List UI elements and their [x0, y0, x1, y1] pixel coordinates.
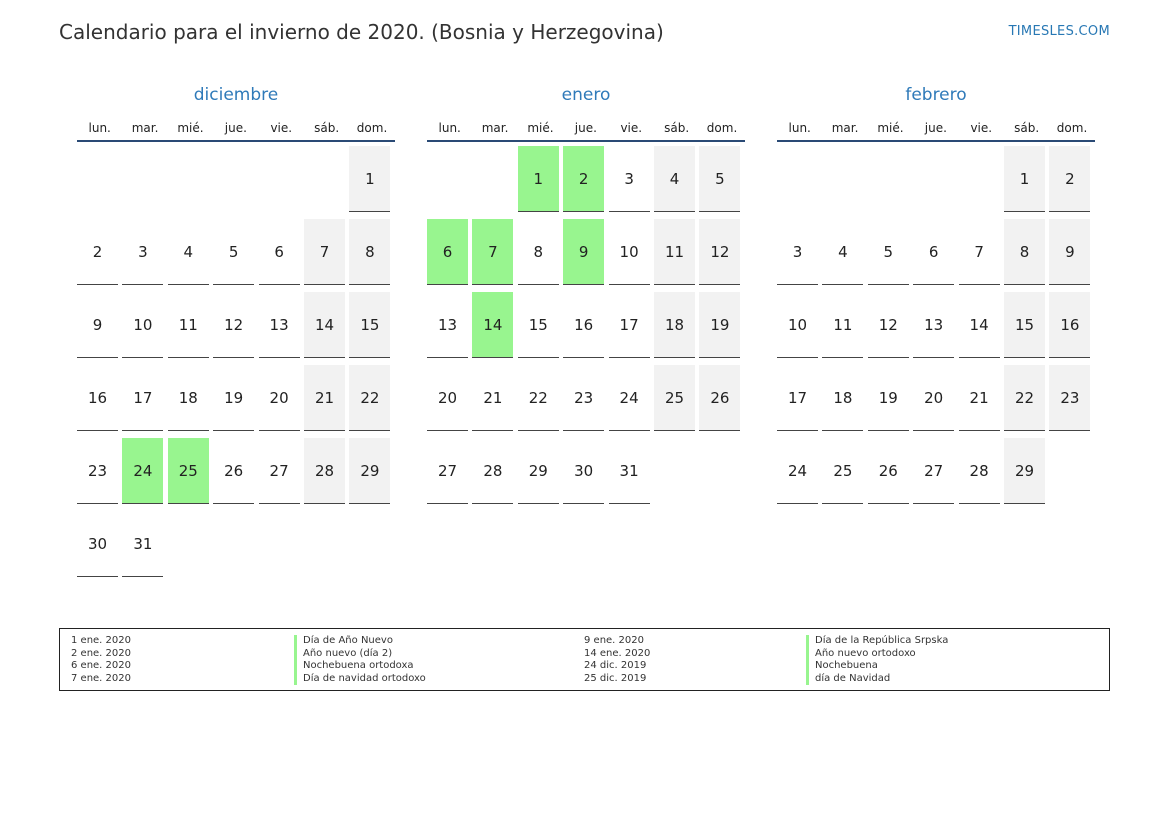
weekday-label: mié. — [177, 121, 204, 135]
day-cell[interactable]: 8 — [518, 219, 559, 285]
legend-holiday-name: Nochebuena ortodoxa — [294, 660, 414, 673]
weekday-label: vie. — [620, 121, 643, 135]
day-cell[interactable]: 1 — [1004, 146, 1045, 212]
brand-link[interactable]: TIMESLES.COM — [1008, 24, 1110, 39]
day-cell[interactable]: 19 — [868, 365, 909, 431]
day-cell[interactable]: 20 — [913, 365, 954, 431]
weekday-header — [77, 116, 395, 142]
legend-holiday-name: Día de la República Srpska — [806, 635, 948, 648]
day-cell[interactable]: 26 — [699, 365, 740, 431]
day-cell[interactable]: 9 — [77, 292, 118, 358]
day-cell[interactable]: 28 — [472, 438, 513, 504]
legend-holiday-name: Año nuevo ortodoxo — [806, 648, 916, 661]
day-cell[interactable]: 7 — [304, 219, 345, 285]
weekday-label: vie. — [270, 121, 293, 135]
day-cell[interactable]: 16 — [1049, 292, 1090, 358]
month-name: diciembre — [193, 85, 279, 105]
day-cell[interactable]: 28 — [959, 438, 1000, 504]
day-cell[interactable]: 17 — [122, 365, 163, 431]
day-cell[interactable]: 21 — [472, 365, 513, 431]
day-cell[interactable]: 9 — [563, 219, 604, 285]
day-cell[interactable]: 1 — [349, 146, 390, 212]
legend-holiday-name: día de Navidad — [806, 673, 890, 686]
weekday-label: jue. — [574, 121, 597, 135]
day-cell[interactable]: 19 — [213, 365, 254, 431]
legend-holiday-name: Año nuevo (día 2) — [294, 648, 392, 661]
day-cell[interactable]: 3 — [122, 219, 163, 285]
weekday-label: dom. — [1056, 121, 1088, 135]
day-cell[interactable]: 23 — [77, 438, 118, 504]
day-cell[interactable]: 20 — [427, 365, 468, 431]
legend-date: 1 ene. 2020 — [71, 635, 131, 646]
page-title: Calendario para el invierno de 2020. (Bosnia y Herzegovina) — [59, 20, 664, 44]
day-cell[interactable]: 27 — [913, 438, 954, 504]
weekday-label: dom. — [356, 121, 388, 135]
day-cell[interactable]: 31 — [122, 511, 163, 577]
day-cell[interactable]: 4 — [654, 146, 695, 212]
month-name: enero — [561, 85, 611, 105]
legend-date: 9 ene. 2020 — [584, 635, 644, 646]
day-cell[interactable]: 23 — [1049, 365, 1090, 431]
legend-date: 7 ene. 2020 — [71, 672, 131, 684]
day-cell[interactable]: 27 — [259, 438, 300, 504]
day-cell[interactable]: 17 — [777, 365, 818, 431]
legend-holiday-name: Día de navidad ortodoxo — [294, 673, 426, 686]
day-cell[interactable]: 12 — [868, 292, 909, 358]
weekday-label: lun. — [88, 121, 111, 135]
day-cell[interactable]: 5 — [699, 146, 740, 212]
legend-date: 6 ene. 2020 — [71, 660, 131, 671]
day-cell[interactable]: 7 — [472, 219, 513, 285]
day-cell[interactable]: 22 — [1004, 365, 1045, 431]
day-cell[interactable]: 12 — [213, 292, 254, 358]
day-cell[interactable]: 22 — [349, 365, 390, 431]
day-cell[interactable]: 23 — [563, 365, 604, 431]
weekday-header — [777, 116, 1095, 142]
day-cell[interactable]: 5 — [868, 219, 909, 285]
day-cell[interactable]: 6 — [427, 219, 468, 285]
day-cell[interactable]: 12 — [699, 219, 740, 285]
day-cell[interactable]: 14 — [304, 292, 345, 358]
day-cell[interactable]: 30 — [77, 511, 118, 577]
day-cell[interactable]: 24 — [122, 438, 163, 504]
weekday-header — [427, 116, 745, 142]
day-cell[interactable]: 31 — [609, 438, 650, 504]
day-cell[interactable]: 2 — [77, 219, 118, 285]
day-cell[interactable]: 4 — [168, 219, 209, 285]
day-cell[interactable]: 26 — [868, 438, 909, 504]
day-cell[interactable]: 13 — [913, 292, 954, 358]
day-cell[interactable]: 21 — [304, 365, 345, 431]
month-name: febrero — [905, 85, 967, 105]
day-cell[interactable]: 18 — [822, 365, 863, 431]
month-enero — [427, 84, 745, 480]
day-cell[interactable]: 1 — [518, 146, 559, 212]
day-cell[interactable]: 2 — [1049, 146, 1090, 212]
day-cell[interactable]: 6 — [913, 219, 954, 285]
day-cell[interactable]: 15 — [518, 292, 559, 358]
day-cell[interactable]: 16 — [77, 365, 118, 431]
weekday-label: sáb. — [1014, 121, 1040, 135]
day-cell[interactable]: 25 — [654, 365, 695, 431]
day-cell[interactable]: 18 — [654, 292, 695, 358]
weekday-label: lun. — [788, 121, 811, 135]
day-cell[interactable]: 27 — [427, 438, 468, 504]
weekday-label: sáb. — [664, 121, 690, 135]
legend-date: 14 ene. 2020 — [584, 647, 651, 659]
day-cell[interactable]: 26 — [213, 438, 254, 504]
weekday-label: mié. — [527, 121, 554, 135]
legend-date: 25 dic. 2019 — [584, 672, 647, 684]
day-cell[interactable]: 14 — [472, 292, 513, 358]
day-cell[interactable]: 25 — [168, 438, 209, 504]
day-cell[interactable]: 19 — [699, 292, 740, 358]
day-cell[interactable]: 30 — [563, 438, 604, 504]
day-cell[interactable]: 13 — [259, 292, 300, 358]
legend-holiday-name: Día de Año Nuevo — [294, 635, 393, 648]
day-cell[interactable]: 18 — [168, 365, 209, 431]
day-cell[interactable]: 3 — [777, 219, 818, 285]
day-cell[interactable]: 15 — [1004, 292, 1045, 358]
day-cell[interactable]: 25 — [822, 438, 863, 504]
weekday-label: mar. — [131, 121, 159, 135]
day-cell[interactable]: 20 — [259, 365, 300, 431]
day-cell[interactable]: 22 — [518, 365, 559, 431]
day-cell[interactable]: 8 — [349, 219, 390, 285]
day-cell[interactable]: 7 — [959, 219, 1000, 285]
weekday-label: jue. — [924, 121, 947, 135]
day-cell[interactable]: 5 — [213, 219, 254, 285]
day-cell[interactable]: 3 — [609, 146, 650, 212]
day-cell[interactable]: 29 — [1004, 438, 1045, 504]
day-cell[interactable]: 8 — [1004, 219, 1045, 285]
weekday-label: lun. — [438, 121, 461, 135]
legend-date: 2 ene. 2020 — [71, 647, 131, 659]
day-cell[interactable]: 17 — [609, 292, 650, 358]
month-febrero — [777, 84, 1095, 480]
day-cell[interactable]: 10 — [122, 292, 163, 358]
weekday-label: mié. — [877, 121, 904, 135]
weekday-label: jue. — [224, 121, 247, 135]
holiday-legend — [59, 628, 1110, 691]
day-cell[interactable]: 21 — [959, 365, 1000, 431]
weekday-label: mar. — [831, 121, 859, 135]
day-cell[interactable]: 11 — [654, 219, 695, 285]
day-cell[interactable]: 29 — [349, 438, 390, 504]
day-cell[interactable]: 24 — [609, 365, 650, 431]
day-cell[interactable]: 9 — [1049, 219, 1090, 285]
day-cell[interactable]: 10 — [609, 219, 650, 285]
weekday-label: dom. — [706, 121, 738, 135]
day-cell[interactable]: 6 — [259, 219, 300, 285]
day-cell[interactable]: 13 — [427, 292, 468, 358]
day-cell[interactable]: 16 — [563, 292, 604, 358]
day-cell[interactable]: 10 — [777, 292, 818, 358]
weekday-label: mar. — [481, 121, 509, 135]
day-cell[interactable]: 24 — [777, 438, 818, 504]
legend-holiday-name: Nochebuena — [806, 660, 878, 673]
day-cell[interactable]: 2 — [563, 146, 604, 212]
day-cell[interactable]: 14 — [959, 292, 1000, 358]
day-cell[interactable]: 4 — [822, 219, 863, 285]
day-cell[interactable]: 11 — [822, 292, 863, 358]
day-cell[interactable]: 11 — [168, 292, 209, 358]
day-cell[interactable]: 28 — [304, 438, 345, 504]
weekday-label: sáb. — [314, 121, 340, 135]
weekday-label: vie. — [970, 121, 993, 135]
legend-date: 24 dic. 2019 — [584, 660, 647, 671]
month-diciembre — [77, 84, 395, 553]
day-cell[interactable]: 29 — [518, 438, 559, 504]
day-cell[interactable]: 15 — [349, 292, 390, 358]
